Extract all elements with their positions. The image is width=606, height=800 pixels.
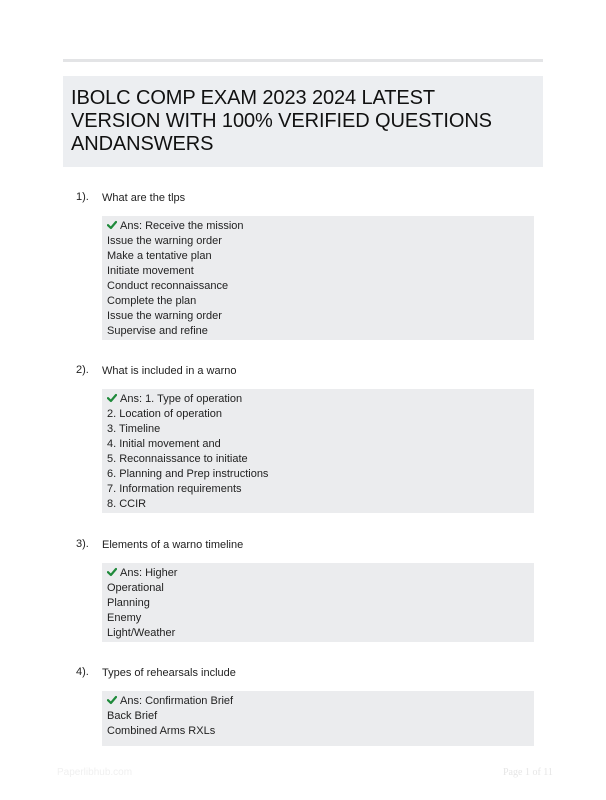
top-divider: [63, 59, 543, 62]
answer-line: Supervise and refine: [107, 325, 208, 337]
answer-line: Complete the plan: [107, 295, 197, 307]
document-title: [71, 87, 535, 156]
title-line-1: IBOLC COMP EXAM 2023 2024 LATEST: [71, 87, 435, 109]
answer-line: [107, 219, 529, 234]
title-line-3: ANDANSWERS: [71, 133, 214, 155]
answer-line: Initiate movement: [107, 265, 194, 277]
answer-line: 7. Information requirements: [107, 483, 242, 495]
question-number: 1).: [76, 191, 89, 203]
question-number: 2).: [76, 364, 89, 376]
answer-box: [102, 216, 534, 340]
answer-line: Planning: [107, 597, 150, 609]
answer-line: Operational: [107, 582, 164, 594]
answer-line: Issue the warning order: [107, 310, 222, 322]
answer-box: [102, 389, 534, 513]
answer-line: Conduct reconnaissance: [107, 280, 229, 292]
title-banner: [63, 76, 543, 167]
question-number: 4).: [76, 666, 89, 678]
answer-line: 6. Planning and Prep instructions: [107, 468, 269, 480]
answer-line: 3. Timeline: [107, 423, 161, 435]
answer-text: Ans: Receive the mission: [120, 220, 244, 232]
answer-line: 2. Location of operation: [107, 408, 222, 420]
answer-line: [107, 392, 529, 407]
answer-text: Ans: Higher: [120, 567, 178, 579]
answer-line: Make a tentative plan: [107, 250, 212, 262]
footer-watermark: Paperlibhub.com: [57, 767, 133, 778]
answer-line: Light/Weather: [107, 627, 176, 639]
answer-line: [107, 566, 529, 581]
answer-text: Ans: Confirmation Brief: [120, 695, 234, 707]
answer-line: Back Brief: [107, 710, 158, 722]
checkmark-icon: [107, 393, 117, 403]
answer-box: [102, 691, 534, 746]
checkmark-icon: [107, 567, 117, 577]
answer-text: Ans: 1. Type of operation: [120, 393, 243, 405]
answer-box: [102, 563, 534, 642]
answer-line: Issue the warning order: [107, 235, 222, 247]
answer-line: Combined Arms RXLs: [107, 725, 216, 737]
question-text: Elements of a warno timeline: [102, 539, 244, 551]
answer-line: 4. Initial movement and: [107, 438, 221, 450]
question-text: What is included in a warno: [102, 365, 237, 377]
question-number: 3).: [76, 538, 89, 550]
question-text: What are the tlps: [102, 192, 186, 204]
checkmark-icon: [107, 695, 117, 705]
question-text: Types of rehearsals include: [102, 667, 236, 679]
answer-line: [107, 694, 529, 709]
answer-line: 5. Reconnaissance to initiate: [107, 453, 248, 465]
checkmark-icon: [107, 220, 117, 230]
title-line-2: VERSION WITH 100% VERIFIED QUESTIONS: [71, 110, 492, 132]
page-number: Page 1 of 11: [503, 767, 553, 778]
answer-line: Enemy: [107, 612, 142, 624]
answer-line: 8. CCIR: [107, 498, 147, 510]
